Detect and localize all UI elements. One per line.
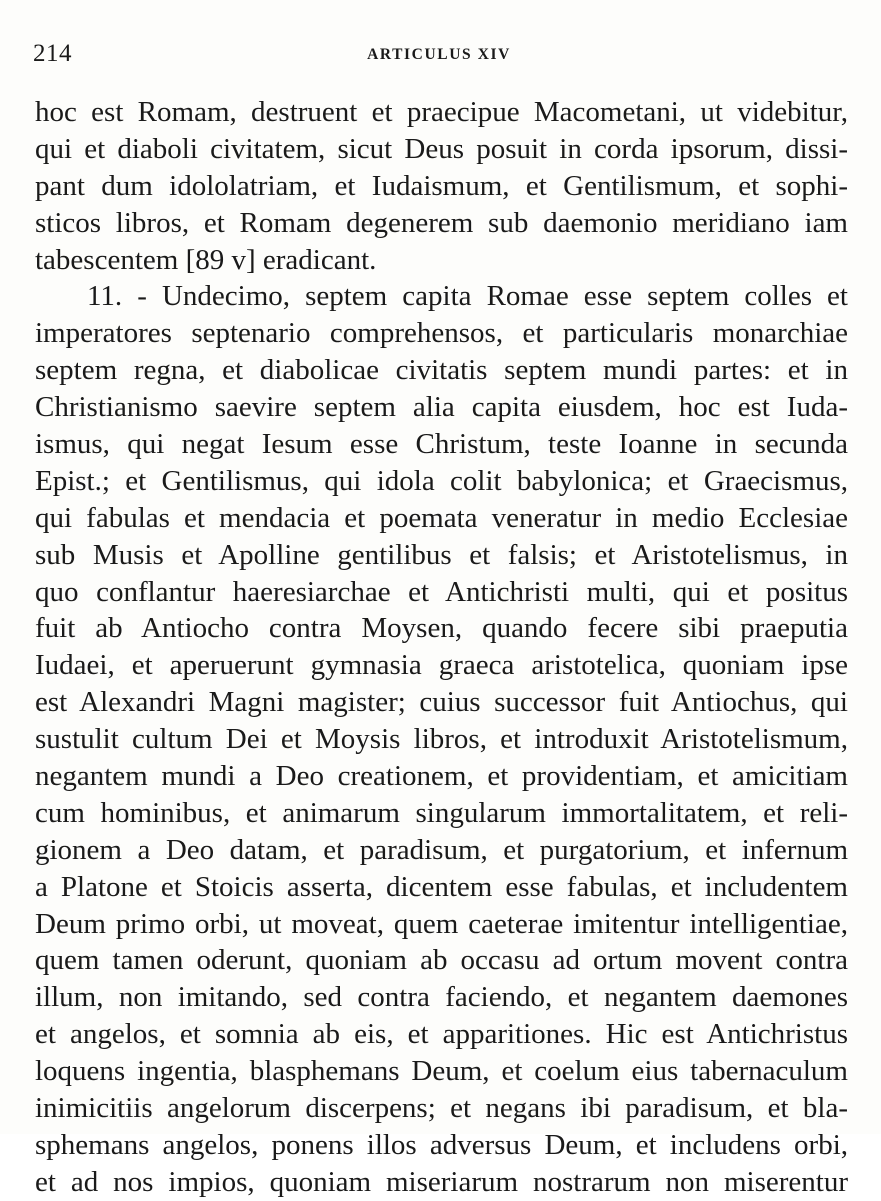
text-line: sub Musis et Apolline gentilibus et falsis; et Aristotelismus, in — [35, 538, 848, 571]
running-title: ARTICULUS XIV — [367, 46, 511, 63]
text-line: negantem mundi a Deo creationem, et providentiam, et amicitiam — [35, 760, 848, 793]
text-line: imperatores septenario comprehensos, et particularis monarchiae — [35, 317, 848, 350]
text-line: sphemans angelos, ponens illos adversus Deum, et includens orbi, — [35, 1128, 848, 1161]
paragraph-start-line: 11. - Undecimo, septem capita Romae esse septem colles et — [87, 280, 848, 313]
text-line: Epist.; et Gentilismus, qui idola colit babylonica; et Graecismus, — [35, 464, 848, 497]
text-line: septem regna, et diabolicae civitatis septem mundi partes: et in — [35, 354, 848, 387]
text-line: ismus, qui negat Iesum esse Christum, teste Ioanne in secunda — [35, 428, 848, 461]
text-line: Deum primo orbi, ut moveat, quem caeterae imitentur intelligentiae, — [35, 907, 848, 940]
text-line: Christianismo saevire septem alia capita eiusdem, hoc est Iuda- — [35, 391, 848, 424]
text-line: sustulit cultum Dei et Moysis libros, et introduxit Aristotelismum, — [35, 723, 848, 756]
text-line: sticos libros, et Romam degenerem sub daemonio meridiano iam — [35, 206, 848, 239]
text-line: et ad nos impios, quoniam miseriarum nostrarum non miserentur — [35, 1165, 848, 1198]
text-line: est Alexandri Magni magister; cuius successor fuit Antiochus, qui — [35, 686, 848, 719]
text-line: qui fabulas et mendacia et poemata veneratur in medio Ecclesiae — [35, 501, 848, 534]
running-head — [30, 40, 848, 72]
text-line: et angelos, et somnia ab eis, et apparitiones. Hic est Antichristus — [35, 1018, 848, 1051]
text-line: loquens ingentia, blasphemans Deum, et coelum eius tabernaculum — [35, 1055, 848, 1088]
text-line: quo conflantur haeresiarchae et Antichristi multi, qui et positus — [35, 575, 848, 608]
page-number: 214 — [33, 40, 72, 67]
body-text — [35, 94, 848, 1201]
text-line: inimicitiis angelorum discerpens; et negans ibi paradisum, et bla- — [35, 1092, 848, 1125]
text-line: quem tamen oderunt, quoniam ab occasu ad ortum movent contra — [35, 944, 848, 977]
text-line: illum, non imitando, sed contra faciendo, et negantem daemones — [35, 981, 848, 1014]
text-line: Iudaei, et aperuerunt gymnasia graeca aristotelica, quoniam ipse — [35, 649, 848, 682]
text-line: qui et diaboli civitatem, sicut Deus posuit in corda ipsorum, dissi- — [35, 132, 848, 165]
text-line: fuit ab Antiocho contra Moysen, quando fecere sibi praeputia — [35, 612, 848, 645]
text-line: a Platone et Stoicis asserta, dicentem esse fabulas, et includentem — [35, 870, 848, 903]
text-line: pant dum idololatriam, et Iudaismum, et Gentilismum, et sophi- — [35, 169, 848, 202]
text-line: gionem a Deo datam, et paradisum, et purgatorium, et infernum — [35, 833, 848, 866]
text-line: cum hominibus, et animarum singularum immortalitatem, et reli- — [35, 796, 848, 829]
text-line: hoc est Romam, destruent et praecipue Macometani, ut videbitur, — [35, 96, 848, 128]
text-line: tabescentem [89 v] eradicant. — [35, 243, 377, 276]
